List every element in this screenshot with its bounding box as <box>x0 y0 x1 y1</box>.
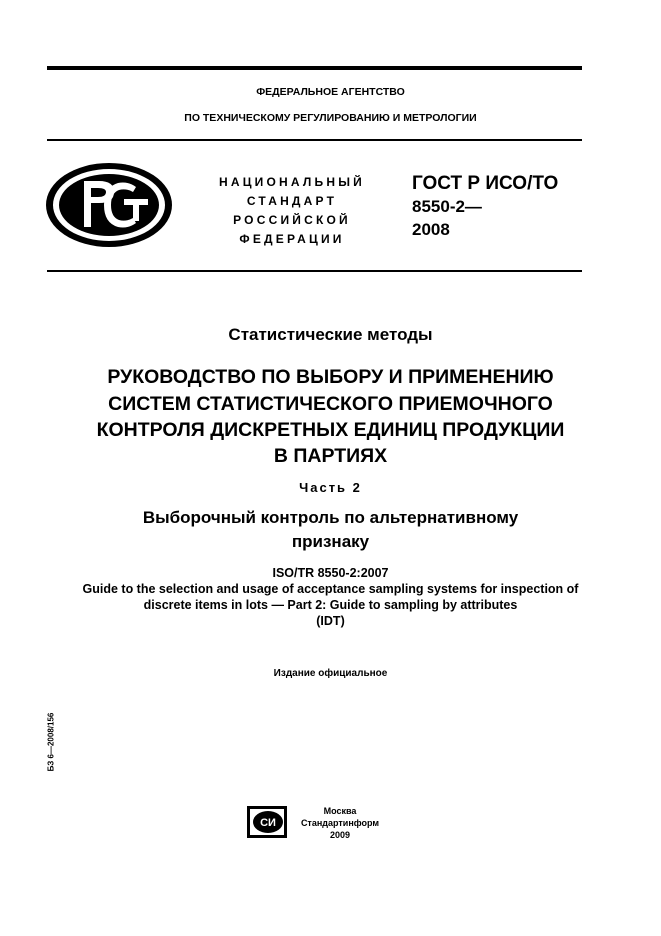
national-standard-line-2: СТАНДАРТ <box>246 194 338 208</box>
designation-line-3: 2008 <box>412 220 450 239</box>
agency-line-2: ПО ТЕХНИЧЕСКОМУ РЕГУЛИРОВАНИЮ И МЕТРОЛОГИИ <box>184 112 477 124</box>
agency-line-1: ФЕДЕРАЛЬНОЕ АГЕНТСТВО <box>256 86 405 98</box>
header-rule <box>47 139 582 141</box>
middle-rule <box>47 270 582 272</box>
edition-label: Издание официальное <box>273 668 388 679</box>
national-standard-line-4: ФЕДЕРАЦИИ <box>239 232 345 246</box>
main-title-line-1: РУКОВОДСТВО ПО ВЫБОРУ И ПРИМЕНЕНИЮ <box>107 366 554 388</box>
part-label: Часть 2 <box>299 480 362 495</box>
national-standard-line-3: РОССИЙСКОЙ <box>233 213 351 227</box>
publisher-name: Стандартинформ <box>300 818 380 828</box>
subject-title: Статистические методы <box>228 325 433 344</box>
main-title-line-4: В ПАРТИЯХ <box>273 445 388 467</box>
top-rule <box>47 66 582 70</box>
national-standard-line-1: НАЦИОНАЛЬНЫЙ <box>218 175 366 189</box>
publisher-logo-text: СИ <box>260 817 276 829</box>
english-title-line-2: discrete items in lots — Part 2: Guide to sampling by attributes <box>143 598 518 612</box>
iso-reference: ISO/TR 8550-2:2007 <box>272 566 389 580</box>
rst-logo <box>44 161 174 249</box>
english-title-line-1: Guide to the selection and usage of acceptance sampling systems for inspection of <box>82 582 579 596</box>
publisher-city: Москва <box>323 806 357 816</box>
part-title-line-2: признаку <box>291 532 370 551</box>
publisher-year: 2009 <box>329 830 351 840</box>
idt-label: (IDT) <box>316 614 345 628</box>
side-code: БЗ 6—2008/156 <box>46 712 56 772</box>
main-title-line-3: КОНТРОЛЯ ДИСКРЕТНЫХ ЕДИНИЦ ПРОДУКЦИИ <box>96 419 565 441</box>
designation-line-1: ГОСТ Р ИСО/ТО <box>412 173 559 194</box>
part-title-line-1: Выборочный контроль по альтернативному <box>142 508 519 527</box>
designation-line-2: 8550-2— <box>412 197 482 216</box>
publisher-logo <box>247 806 287 838</box>
main-title-line-2: СИСТЕМ СТАТИСТИЧЕСКОГО ПРИЕМОЧНОГО <box>108 393 553 415</box>
